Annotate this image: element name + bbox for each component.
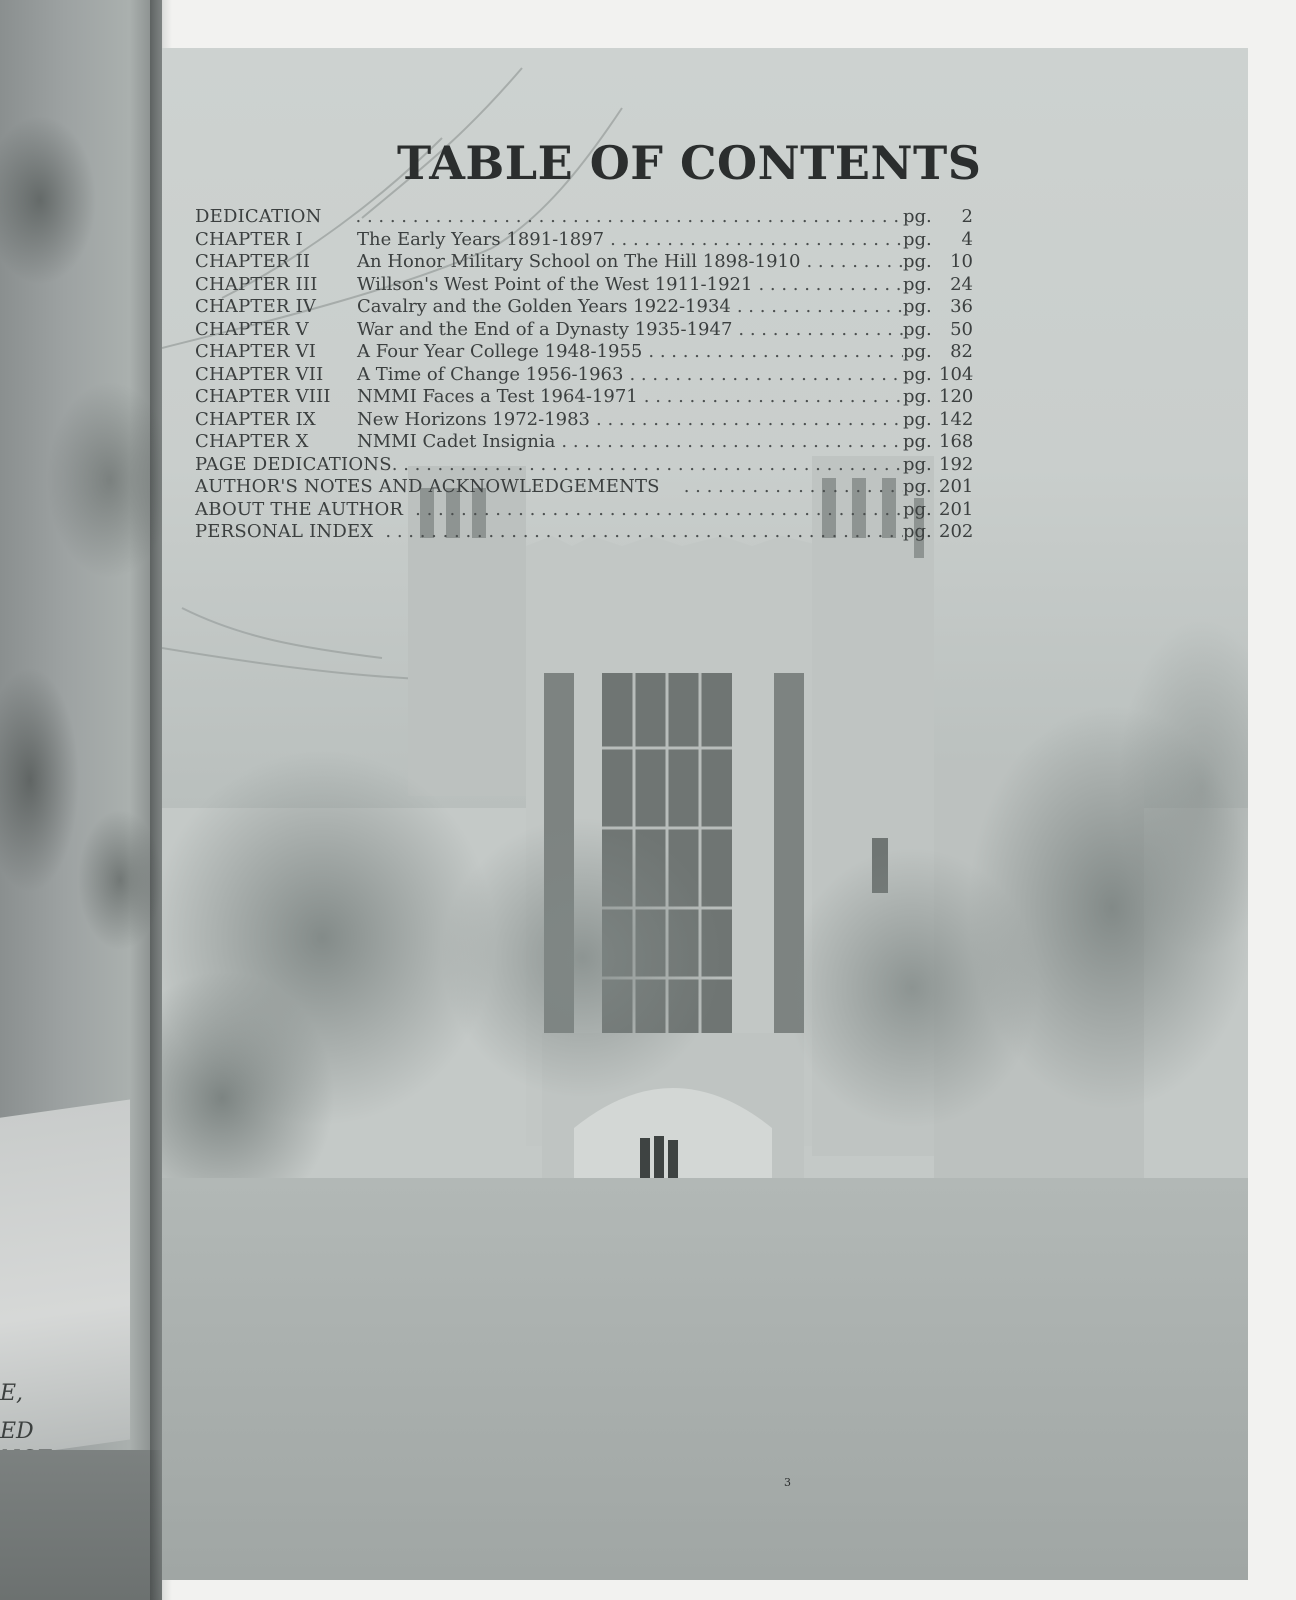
toc-entry-title: NMMI Cadet Insignia — [357, 431, 556, 452]
toc-entry — [195, 454, 973, 477]
toc-entry-label: PAGE DEDICATIONS — [195, 453, 392, 475]
toc-page-number: 192 — [939, 453, 974, 475]
background-photo-trees-left — [162, 698, 762, 1218]
toc-entry-title: The Early Years 1891-1897 — [357, 228, 605, 250]
background-photo-trees-right — [782, 608, 1248, 1228]
toc-leader-dots — [403, 499, 903, 520]
toc-page-number: 120 — [939, 386, 974, 407]
toc-entry — [195, 521, 973, 544]
toc-leader-dots — [561, 431, 903, 452]
toc-pg-abbrev: pg. — [903, 453, 932, 475]
page-number: 3 — [784, 1476, 791, 1489]
toc-leader-dots — [629, 364, 903, 385]
toc-entry — [195, 319, 973, 342]
toc-pg-abbrev: pg. — [903, 498, 932, 520]
toc-pg-abbrev: pg. — [903, 341, 932, 362]
toc-entry — [195, 296, 973, 319]
toc-leader-dots — [660, 476, 903, 497]
toc-leader-dots — [596, 409, 903, 430]
toc-entry-label: CHAPTER I — [195, 228, 303, 250]
toc-entry-label: CHAPTER VI — [195, 341, 317, 362]
toc-leader-dots — [648, 341, 903, 362]
toc-entry-title: Cavalry and the Golden Years 1922-1934 — [357, 296, 731, 317]
toc-entry-label: CHAPTER IV — [195, 296, 317, 317]
toc-entry — [195, 499, 973, 522]
toc-leader-dots — [758, 274, 903, 295]
toc-pg-abbrev: pg. — [903, 296, 932, 317]
toc-entry — [195, 251, 973, 274]
facing-page-foliage — [0, 0, 162, 1000]
toc-pg-abbrev: pg. — [903, 251, 932, 272]
toc-entry-label: CHAPTER X — [195, 431, 309, 452]
toc-page-number: 142 — [939, 408, 974, 430]
toc-entry-title: An Honor Military School on The Hill 1898-1910 — [357, 251, 801, 272]
toc-page-number: 10 — [950, 251, 973, 272]
toc-leader-dots — [737, 296, 903, 317]
toc-pg-abbrev: pg. — [903, 273, 932, 295]
toc-entry — [195, 386, 973, 409]
background-photo-lawn — [162, 1178, 1248, 1580]
toc-entry — [195, 476, 973, 499]
toc-pg-abbrev: pg. — [903, 386, 932, 407]
toc-entry — [195, 341, 973, 364]
toc-page-number: 104 — [939, 363, 974, 385]
toc-entry — [195, 364, 973, 387]
toc-leader-dots — [322, 206, 903, 227]
toc-entry-label: ABOUT THE AUTHOR — [195, 498, 404, 520]
toc-page-number: 168 — [939, 431, 974, 452]
toc-pg-abbrev: pg. — [903, 318, 932, 340]
toc-leader-dots — [738, 319, 903, 340]
toc-entry-label: PERSONAL INDEX — [195, 521, 374, 542]
toc-page-number: 36 — [950, 296, 973, 317]
facing-page-lawn — [0, 1450, 162, 1600]
toc-entry-label: AUTHOR'S NOTES AND ACKNOWLEDGEMENTS — [195, 476, 660, 497]
sign-text-line-2: ED — [0, 1419, 34, 1444]
toc-pg-abbrev: pg. — [903, 408, 932, 430]
toc-entry-label: DEDICATION — [195, 206, 322, 227]
toc-entry — [195, 409, 973, 432]
toc-pg-abbrev: pg. — [903, 521, 932, 542]
toc-page-number: 202 — [939, 521, 974, 542]
toc-entry-label: CHAPTER II — [195, 251, 311, 272]
toc-leader-dots — [373, 521, 903, 542]
toc-entry-label: CHAPTER V — [195, 318, 309, 340]
toc-entry-label: CHAPTER VII — [195, 363, 324, 385]
toc-entry — [195, 206, 973, 229]
toc-pg-abbrev: pg. — [903, 431, 932, 452]
toc-pg-abbrev: pg. — [903, 363, 932, 385]
toc-page-number: 82 — [950, 341, 973, 362]
toc-pg-abbrev: pg. — [903, 476, 932, 497]
facing-page-photo — [0, 0, 162, 1600]
toc-entry — [195, 229, 973, 252]
toc-entry-title: A Four Year College 1948-1955 — [357, 341, 643, 362]
toc-page-number: 201 — [939, 498, 974, 520]
toc-entry-title: Willson's West Point of the West 1911-1921 — [357, 273, 753, 295]
toc-entry-title: New Horizons 1972-1983 — [357, 408, 590, 430]
toc-pg-abbrev: pg. — [903, 206, 932, 227]
toc-entry-title: A Time of Change 1956-1963 — [357, 363, 624, 385]
toc-pg-abbrev: pg. — [903, 228, 932, 250]
toc-leader-dots — [644, 386, 903, 407]
toc-page-number: 24 — [950, 273, 973, 295]
toc-entry-title: NMMI Faces a Test 1964-1971 — [357, 386, 638, 407]
sign-text-line-1: E, — [0, 1381, 24, 1406]
toc-leader-dots — [392, 454, 903, 475]
toc-entry-label: CHAPTER IX — [195, 408, 316, 430]
toc-page-number: 50 — [950, 318, 973, 340]
toc-page-number: 201 — [939, 476, 974, 497]
toc-list — [195, 206, 973, 544]
toc-heading: TABLE OF CONTENTS — [397, 136, 982, 190]
toc-entry — [195, 274, 973, 297]
toc-entry — [195, 431, 973, 454]
toc-page-number: 4 — [961, 228, 973, 250]
contents-page — [162, 48, 1248, 1580]
toc-entry-title: War and the End of a Dynasty 1935-1947 — [357, 318, 733, 340]
toc-page-number: 2 — [961, 206, 973, 227]
toc-leader-dots — [610, 229, 903, 250]
toc-leader-dots — [806, 251, 903, 272]
toc-entry-label: CHAPTER VIII — [195, 386, 331, 407]
toc-entry-label: CHAPTER III — [195, 273, 318, 295]
